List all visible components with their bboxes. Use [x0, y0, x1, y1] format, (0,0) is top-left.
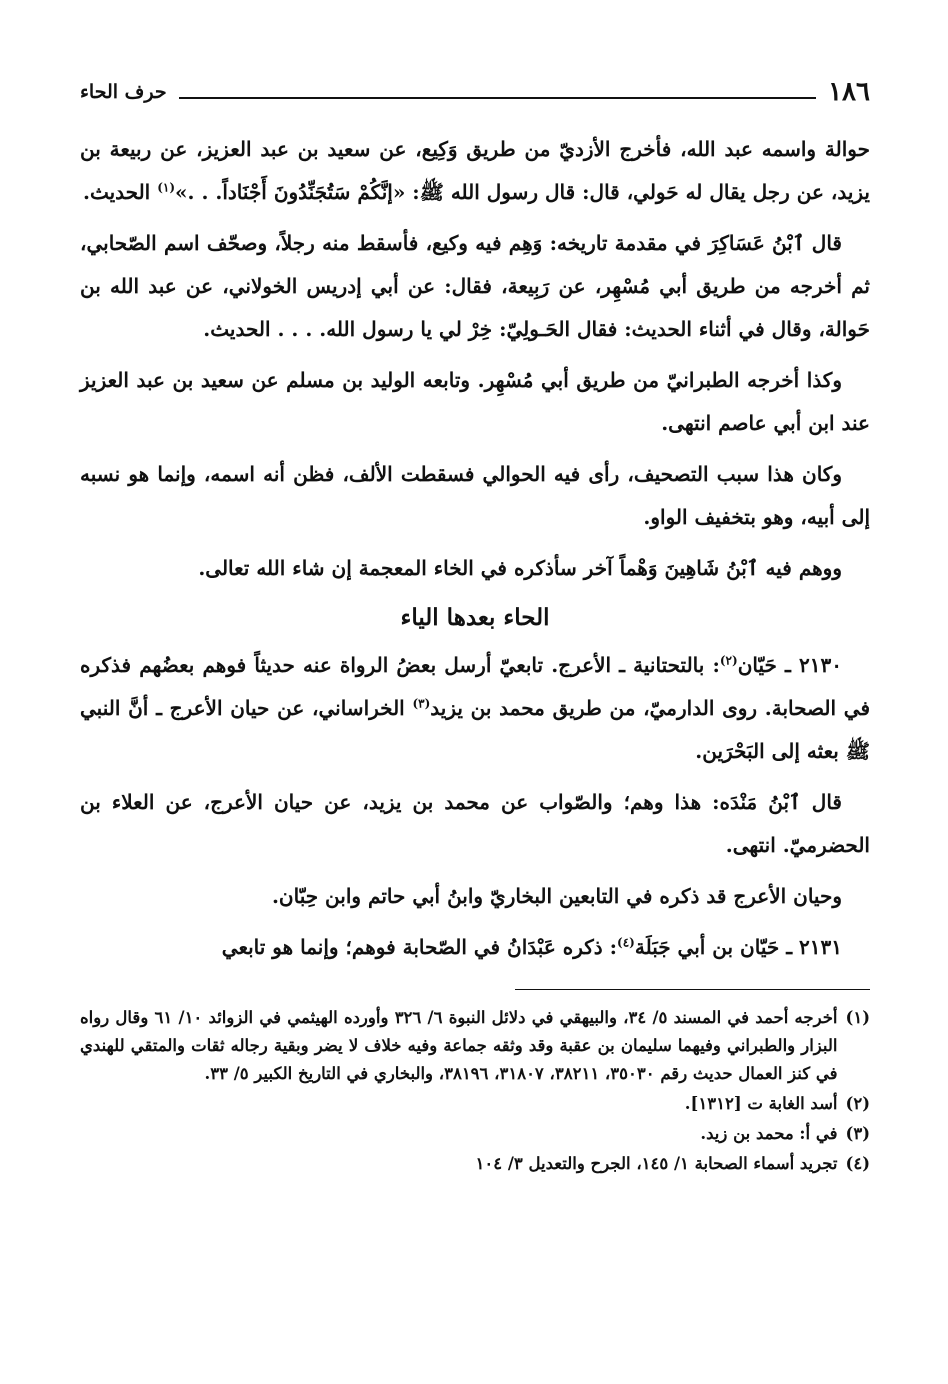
entry-2130-text-a: : بالتحتانية ـ الأعرج. تابعيّ أرسل بعضُ الرواة عنه حديثاً فوهم بعضُهم فذكره في الصحابة. روى الدارميّ، من طريق محمد بن يزيد: [80, 653, 871, 720]
footnote-ref-1: (١): [157, 180, 176, 195]
footnote-text: تجريد أسماء الصحابة ١/ ١٤٥، الجرح والتعديل ٣/ ١٠٤: [475, 1154, 838, 1173]
paragraph-6: قال ٱبْنُ مَنْدَه: هذا وهم؛ والصّواب عن محمد بن يزيد، عن حيان الأعرج، عن العلاء بن الحضرميّ. انتهى.: [80, 790, 870, 857]
footnote-separator: [515, 989, 870, 990]
entry-2130: [80, 644, 870, 773]
main-text: [80, 128, 870, 969]
entry-2130-text-b: الخراساني، عن حيان الأعرج ـ أنَّ النبي ﷺ بعثه إلى البَحْرَين.: [80, 696, 870, 763]
footnote-1: [80, 1004, 870, 1088]
footnote-ref-4: (٤): [617, 935, 635, 950]
footnote-4: [80, 1150, 870, 1178]
footnote-mark: (١): [845, 1008, 870, 1027]
paragraph-1: [80, 128, 870, 214]
paragraph-4: وكان هذا سبب التصحيف، رأى فيه الحوالي فسقطت الألف، فظن أنه اسمه، وإنما هو نسبه إلى أبيه، وهو بتخفيف الواو.: [80, 462, 870, 529]
paragraph-3: وكذا أخرجه الطبرانيّ من طريق أبي مُسْهِر. وتابعه الوليد بن مسلم عن سعيد بن عبد العزيز عند ابن أبي عاصم انتهى.: [80, 368, 870, 435]
footnote-ref-3: (٣): [412, 696, 431, 711]
entry-2130-name: حَيّان: [737, 653, 786, 677]
footnote-ref-2: (٢): [719, 653, 738, 668]
section-heading: الحاء بعدها الياء: [400, 604, 550, 631]
paragraph-2: قال ٱبْنُ عَسَاكِرَ في مقدمة تاريخه: وَهِم فيه وكيع، فأسقط منه رجلاً، وصحّف اسم الصّحابي، ثم أخرجه من طريق أبي مُسْهِر، عن رَبِيعة، فقال: عن أبي إدريس الخولاني، عن عبد الله بن حَوالة، وقال في أثناء الحديث: فقال الحَـولِيّ: خِرْ لي يا رسول الله. . . . الحديث.: [80, 231, 870, 341]
page-header: [80, 74, 870, 110]
footnote-text: أخرجه أحمد في المسند ٥/ ٣٤، والبيهقي في دلائل النبوة ٦/ ٣٢٦ وأورده الهيثمي في الزوائد ١٠/ ٦١ وقال رواه البزار والطبراني وفيهما سليمان بن عقبة وقد وثقه جماعة وفيه خلاف لا يضر وبقية رجاله ثقات والمتقي للهندي في كنز العمال حديث رقم ٣٥٠٣٠، ٣٨٢١١، ٣١٨٠٧، ٣٨١٩٦، والبخاري في التاريخ الكبير ٥/ ٣٣.: [80, 1008, 838, 1083]
paragraph-7: وحيان الأعرج قد ذكره في التابعين البخاريّ وابنُ أبي حاتم وابن حِبّان.: [271, 884, 842, 908]
entry-2131-text: : ذكره عَبْدَانُ في الصّحابة فوهم؛ وإنما هو تابعي: [221, 935, 618, 959]
header-rule: [179, 97, 816, 99]
entry-2131-number: ٢١٣١ ـ: [786, 935, 842, 959]
paragraph-5: ووهم فيه ٱبْنُ شَاهِينَ وَهْماً آخر سأذكره في الخاء المعجمة إن شاء الله تعالى.: [198, 556, 842, 580]
footnote-2: [80, 1090, 870, 1118]
footnote-mark: (٤): [845, 1154, 870, 1173]
footnote-mark: (٢): [845, 1094, 870, 1113]
page-number: ١٨٦: [828, 77, 870, 107]
footnote-text: في أ: محمد بن زيد.: [700, 1124, 838, 1143]
footnotes: [80, 1004, 870, 1178]
footnote-3: [80, 1120, 870, 1148]
entry-2131-name: حَيّان بن أبي جَبَلَة: [634, 935, 787, 959]
paragraph-1-end: الحديث.: [83, 180, 158, 204]
entry-2131: [80, 926, 870, 969]
footnote-mark: (٣): [845, 1124, 870, 1143]
footnote-text: أسد الغابة ت [١٣١٢].: [684, 1094, 838, 1113]
paragraph-1-text: حوالة واسمه عبد الله، فأخرج الأزديّ من طريق وَكِيع، عن سعيد بن عبد العزيز، عن ربيعة بن يزيد، عن رجل يقال له حَولي، قال: قال رسول الله ﷺ: «إنَّكُمْ سَتُجَنِّدُونَ أَجْنَاداً. . .»: [80, 137, 870, 204]
entry-2130-number: ٢١٣٠ ـ: [785, 653, 842, 677]
running-title: حرف الحاء: [80, 81, 167, 103]
